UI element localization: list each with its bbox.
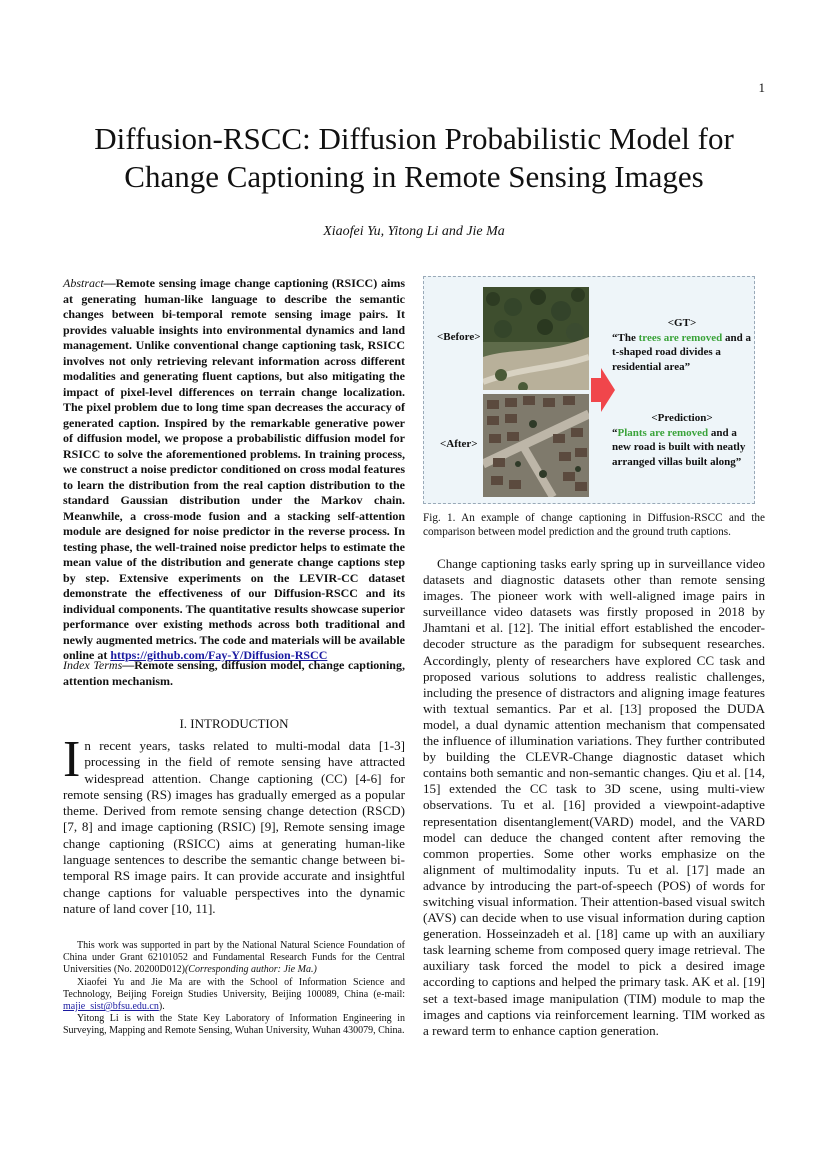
abstract <box>63 276 405 664</box>
index-terms <box>63 658 405 689</box>
footnote-funding: This work was supported in part by the National Natural Science Foundation of China under Grant 62101052 and Fundamental Research Funds for the Central Universities (No. 20200D012)(Corresponding author: Jie Ma.) <box>63 940 405 976</box>
before-image <box>483 287 589 390</box>
title-line-1: Diffusion-RSCC: Diffusion Probabilistic Model for <box>94 121 734 156</box>
page-number: 1 <box>758 80 765 95</box>
authors: Xiaofei Yu, Yitong Li and Jie Ma <box>323 224 505 239</box>
footnotes <box>63 940 405 1038</box>
gt-label: <GT> <box>667 317 697 329</box>
gt-caption: <GT> “The trees are removed and a t-shaped road divides a residential area” <box>612 317 752 373</box>
arrow-icon <box>591 368 615 412</box>
related-work-paragraph: Change captioning tasks early spring up in surveillance video datasets and diagnostic datasets other than remote sensing images. The pioneer work with well-aligned image pairs in surveillance video datasets was firstly proposed in 2018 by Jhamtani et al. [12]. The initial effort established the encoder-decoder structure as the paradigm for subsequent researches. Accordingly, plenty of researchers have explored CC task and proposed various solutions to address realistic challenges, including the presence of distractors and aligning image features with textual semantics. Par et al. [13] proposed the DUDA model, a dual dynamic attention mechanism that compensated the influence of illumination variations. They further contributed by building the CLEVR-Change diagnostic dataset which contains both semantic and non-semantic changes. Qiu et al. [14, 15] extended the CC task to 3D scene, using multi-view observations. Tu et al. [16] provided a viewpoint-adaptive representation disentanglement(VARD) model, and the VARD model can deduce the changed content after removing the common properties. Some other works emphasize on the alignment of multimodality inputs. Tu et al. [17] made an advance by introducing the part-of-speech (POS) of words for switching visual information. Their attention-based visual switch (AVS) can decide when to use visual information during caption generation. Hosseinzadeh et al. [18] came up with an auxiliary task learning scheme from composed query image retrieval. The auxiliary task forced the model to pick a desired image according to captions and helped the primary task. AK et al. [19] set a text-based image manipulation (TIM) module to map the images and captions via reinforcement learning. TIM worked as a reward term to enhance caption generation. <box>423 556 765 1038</box>
abstract-lead: Abstract <box>63 276 104 290</box>
after-label: <After> <box>440 438 478 450</box>
right-column-body <box>423 556 765 1039</box>
prediction-caption: <Prediction> “Plants are removed and a new road is built with neatly arranged villas built along” <box>612 411 752 469</box>
figure-caption: Fig. 1. An example of change captioning in Diffusion-RSCC and the comparison between model prediction and the ground truth captions. <box>423 512 765 538</box>
footnote-affiliation-2: Yitong Li is with the State Key Laboratory of Information Engineering in Surveying, Mapping and Remote Sensing, Wuhan University, Wuhan 430079, China. <box>63 1013 405 1037</box>
index-terms-lead: Index Terms <box>63 658 123 672</box>
intro-paragraph <box>63 731 405 917</box>
paper-title <box>0 120 828 196</box>
title-line-2: Change Captioning in Remote Sensing Images <box>124 159 704 194</box>
after-image <box>483 394 589 497</box>
before-label: <Before> <box>437 331 481 343</box>
code-link[interactable]: https://github.com/Fay-Y/Diffusion-RSCC <box>110 648 328 662</box>
gt-highlight: trees are removed <box>638 331 723 344</box>
drop-cap: I <box>63 731 81 788</box>
index-terms-body: —Remote sensing, diffusion model, change captioning, attention mechanism. <box>63 658 405 688</box>
footnote-affiliation-1: Xiaofei Yu and Jie Ma are with the School of Information Science and Technology, Beijing Foreign Studies University, Beijing 100089, China (e-mail: majie_sist@bfsu.edu.cn). <box>63 976 405 1013</box>
figure-1 <box>423 276 755 504</box>
prediction-label: <Prediction> <box>651 412 713 424</box>
prediction-highlight: Plants are removed <box>617 426 709 439</box>
abstract-body: —Remote sensing image change captioning (RSICC) aims at generating human-like language to describe the semantic changes between bi-temporal remote sensing image pairs. It provides valuable insights into environmental dynamics and land management. Unlike conventional change captioning task, RSICC involves not only retrieving relevant information across different modalities and generating fluent captions, but also mitigating the impact of pixel-level differences on terrain change localization. The pixel problem due to long time span decreases the accuracy of generated caption. Inspired by the remarkable generative power of diffusion model, we propose a probabilistic diffusion model for RSICC to solve the aforementioned problems. In training process, we construct a noise predictor conditioned on cross modal features to learn the distribution from the real caption distribution to the standard Gaussian distribution under the Markov chain. Meanwhile, a cross-mode fusion and a stacking self-attention module are designed for noise predictor in the reverse process. In testing phase, the well-trained noise predictor helps to estimate the mean value of the distribution and generate change captions step by step. Extensive experiments on the LEVIR-CC dataset demonstrate the effectiveness of our Diffusion-RSCC and its individual components. The quantitative results showcase superior performance over existing methods across both traditional and newly augmented metrics. The code and materials will be available online at <box>63 276 405 662</box>
intro-body: n recent years, tasks related to multi-modal data [1-3] processing in the field of remote sensing have attracted widespread attention. Change captioning (CC) [4-6] for remote sensing (RS) images has gradually emerged as a popular theme. Derived from remote sensing change detection (RSCD) [7, 8] and image captioning (RSIC) [9], Remote sensing image change captioning (RSICC) aims at generating human-like language sentences to describe the semantic change between bi-temporal RS image pairs. It can provide accurate and insightful change captions for valuable perspectives into the dynamic nature of land cover [10, 11]. <box>63 738 405 916</box>
section-heading: I. INTRODUCTION <box>179 716 289 731</box>
email-link[interactable]: majie_sist@bfsu.edu.cn <box>63 1001 159 1013</box>
